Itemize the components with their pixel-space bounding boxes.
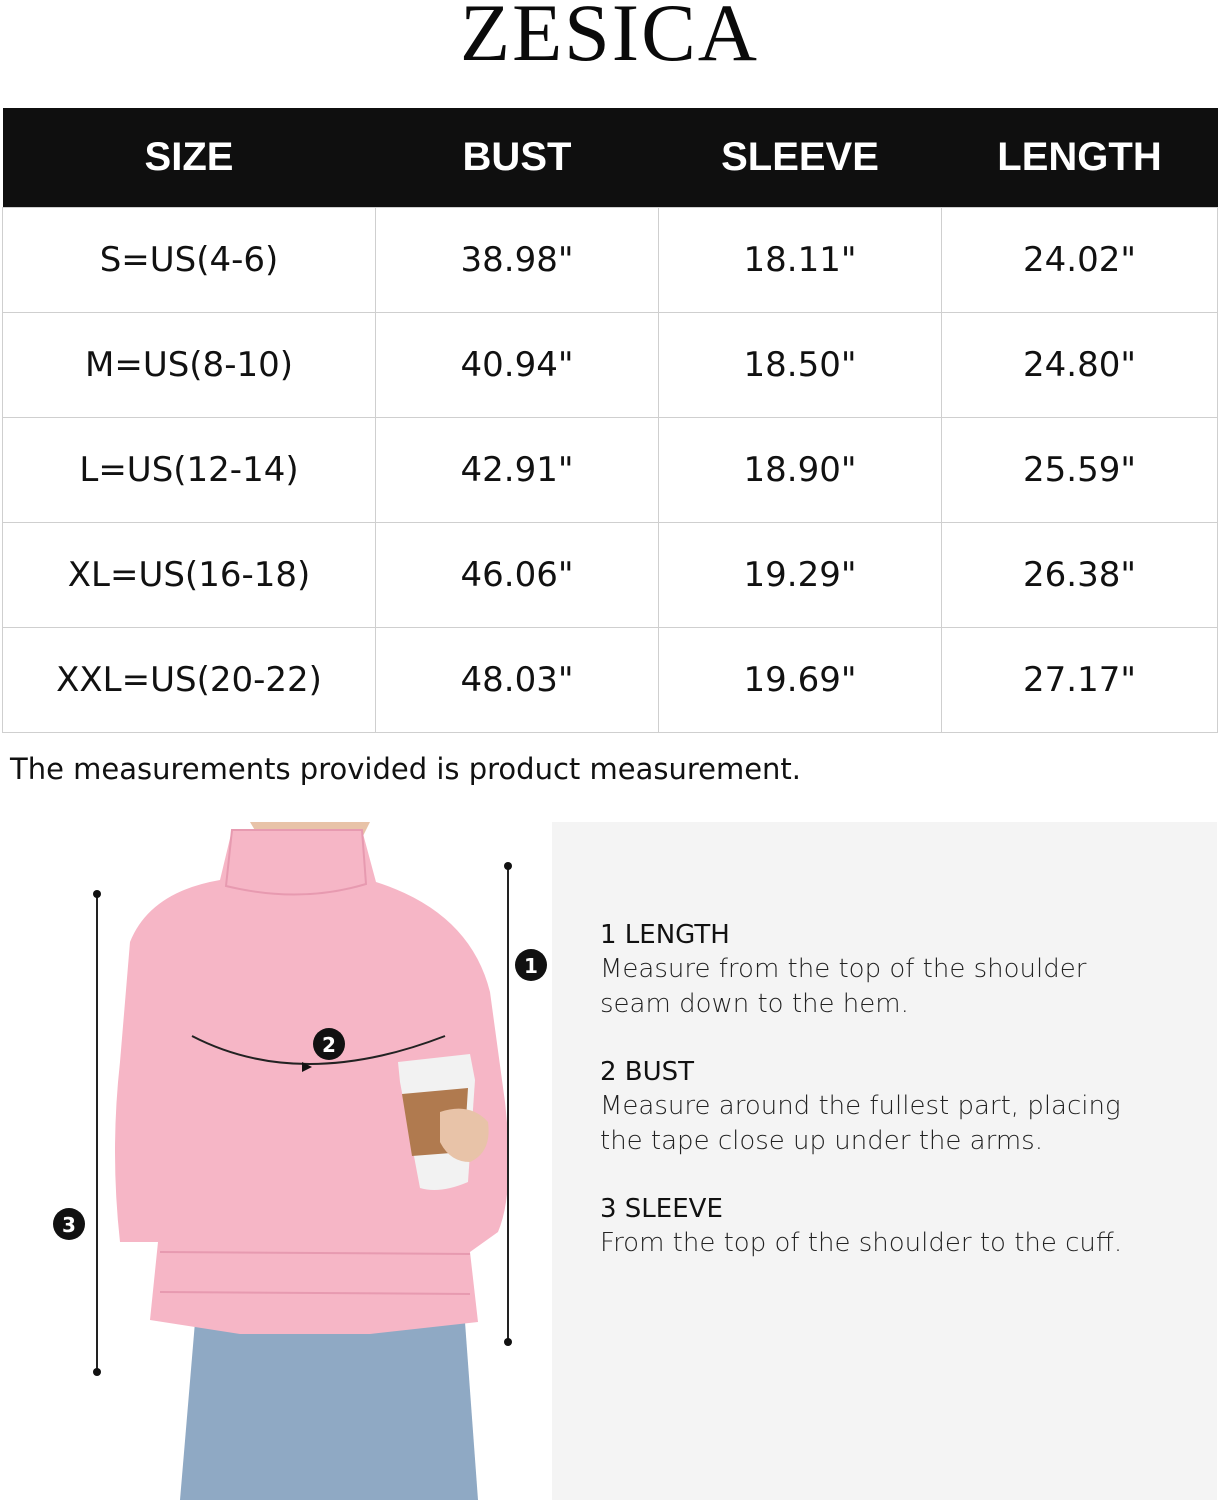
table-row (3, 628, 1218, 733)
sweater-collar (226, 830, 366, 895)
table-row (3, 418, 1218, 523)
cell-size: S=US(4-6) (3, 208, 376, 313)
brand-logo: ZESICA (460, 0, 759, 78)
sweater-illustration (0, 822, 552, 1500)
instruction-length (600, 918, 1200, 1022)
cell-sleeve: 18.90" (659, 418, 942, 523)
sleeve-measure-line (93, 890, 101, 1376)
sweater-figure (0, 822, 552, 1500)
cell-length: 25.59" (942, 418, 1218, 523)
instruction-bust (600, 1055, 1200, 1159)
cell-size: L=US(12-14) (3, 418, 376, 523)
instruction-sleeve (600, 1192, 1200, 1261)
marker-3 (53, 1208, 85, 1240)
cell-sleeve: 19.29" (659, 523, 942, 628)
table-row (3, 208, 1218, 313)
cell-size: XXL=US(20-22) (3, 628, 376, 733)
cell-bust: 40.94" (376, 313, 659, 418)
cell-length: 26.38" (942, 523, 1218, 628)
cell-sleeve: 19.69" (659, 628, 942, 733)
marker-1 (515, 949, 547, 981)
header-bust: BUST (376, 108, 659, 208)
jeans (180, 1322, 478, 1500)
svg-text:3: 3 (62, 1213, 76, 1237)
cell-sleeve: 18.50" (659, 313, 942, 418)
svg-text:1: 1 (524, 954, 538, 978)
instruction-description: From the top of the shoulder to the cuff. (600, 1228, 1123, 1258)
marker-2 (313, 1028, 345, 1060)
size-chart-table (2, 108, 1218, 733)
instruction-description: Measure from the top of the shoulder seam down to the hem. (600, 954, 1087, 1019)
instruction-title: 1 LENGTH (600, 920, 730, 950)
header-size: SIZE (3, 108, 376, 208)
cell-size: XL=US(16-18) (3, 523, 376, 628)
instruction-title: 3 SLEEVE (600, 1194, 723, 1224)
cell-length: 24.80" (942, 313, 1218, 418)
cell-size: M=US(8-10) (3, 313, 376, 418)
cell-length: 24.02" (942, 208, 1218, 313)
table-row (3, 313, 1218, 418)
cell-bust: 48.03" (376, 628, 659, 733)
header-sleeve: SLEEVE (659, 108, 942, 208)
instruction-title: 2 BUST (600, 1057, 695, 1087)
cell-sleeve: 18.11" (659, 208, 942, 313)
measurement-note: The measurements provided is product measurement. (10, 752, 802, 786)
cell-length: 27.17" (942, 628, 1218, 733)
cell-bust: 42.91" (376, 418, 659, 523)
table-row (3, 523, 1218, 628)
measurement-instructions-panel (552, 822, 1217, 1500)
header-length: LENGTH (942, 108, 1218, 208)
table-header-row (3, 108, 1218, 208)
cell-bust: 46.06" (376, 523, 659, 628)
cell-bust: 38.98" (376, 208, 659, 313)
svg-text:2: 2 (322, 1033, 336, 1057)
instruction-description: Measure around the fullest part, placing the tape close up under the arms. (600, 1091, 1121, 1156)
